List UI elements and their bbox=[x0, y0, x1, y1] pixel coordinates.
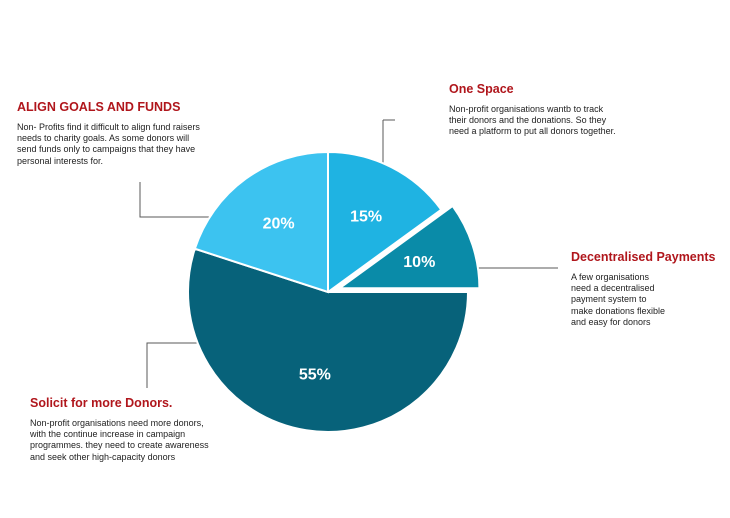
callout-title-solicit-donors: Solicit for more Donors. bbox=[30, 396, 173, 410]
callout-decentralised-payments bbox=[571, 250, 716, 328]
callout-solicit-donors bbox=[30, 396, 230, 463]
callout-title-decentralised-payments: Decentralised Payments bbox=[571, 250, 716, 264]
callout-body-align-goals: Non- Profits find it difficult to align fund raisers needs to charity goals. As some donors will send funds only to campaigns that they have personal interests for. bbox=[17, 122, 200, 166]
callout-body-solicit-donors: Non-profit organisations need more donors, with the continue increase in campaign programmes. they need to create awareness and seek other high-capacity donors bbox=[30, 418, 209, 462]
pie-slices bbox=[188, 152, 479, 432]
pie-slice-label-1: 10% bbox=[403, 253, 436, 271]
callout-align-goals bbox=[17, 100, 217, 167]
pie-slice-label-0: 15% bbox=[350, 208, 383, 226]
callout-one-space bbox=[449, 82, 619, 138]
callout-title-align-goals: ALIGN GOALS AND FUNDS bbox=[17, 100, 181, 114]
callout-body-decentralised-payments: A few organisations need a decentralised payment system to make donations flexible and easy for donors bbox=[571, 272, 666, 327]
pie-slice-label-3: 20% bbox=[262, 215, 295, 233]
callout-body-one-space: Non-profit organisations wantb to track their donors and the donations. So they need a platform to put all donors together. bbox=[449, 104, 616, 137]
callout-title-one-space: One Space bbox=[449, 82, 514, 96]
pie-slice-label-2: 55% bbox=[298, 366, 331, 384]
